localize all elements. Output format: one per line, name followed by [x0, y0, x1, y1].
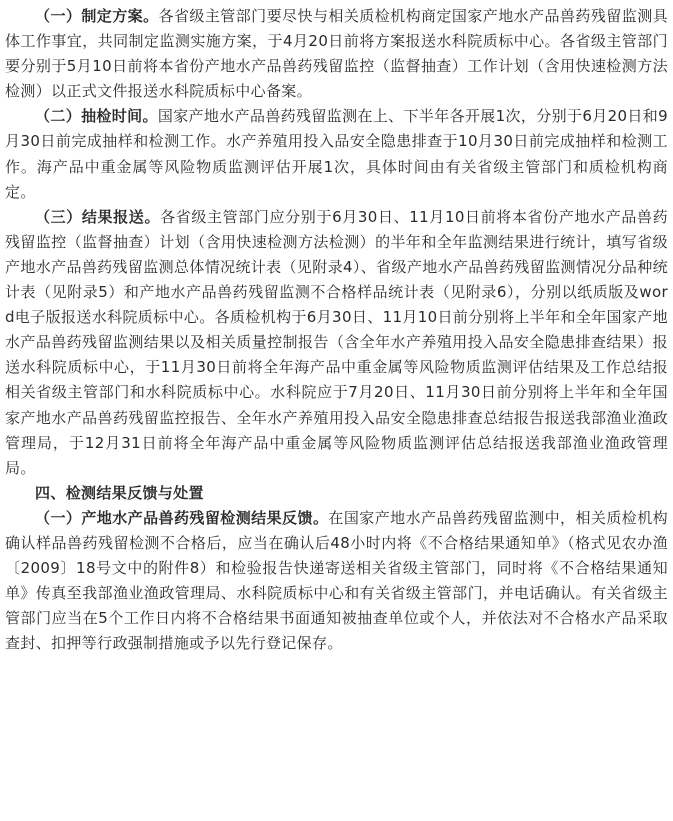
paragraph-result-report [5, 205, 668, 481]
paragraph-lead: （一）产地水产品兽药残留检测结果反馈。 [35, 508, 329, 527]
paragraph-body: 国家产地水产品兽药残留监测在上、下半年各开展1次，分别于6月20日和9月30日前完成抽样和检测工作。水产养殖用投入品安全隐患排查于10月30日前完成抽样和检测工作。海产品中重金属等风险物质监测评估开展1次，具体时间由有关省级主管部门和质检机构商定。 [5, 107, 668, 201]
paragraph-plan [5, 4, 668, 104]
section-heading: 四、检测结果反馈与处置 [35, 483, 204, 502]
paragraph-sampling-time [5, 104, 668, 204]
paragraph-body: 各省级主管部门应分别于6月30日、11月10日前将本省份产地水产品兽药残留监控（监督抽查）计划（含用快速检测方法检测）的半年和全年监测结果进行统计，填写省级产地水产品兽药残留监测总体情况统计表（见附录4）、省级产地水产品兽药残留监测情况分品种统计表（见附录5）和产地水产品兽药残留监测不合格样品统计表（见附录6），分别以纸质版及word电子版报送水科院质标中心。各质检机构于6月30日、11月10日前分别将上半年和全年国家产地水产品兽药残留监测结果以及相关质量控制报告（含全年水产养殖用投入品安全隐患排查结果）报送水科院质标中心，于11月30日前将全年海产品中重金属等风险物质监测评估结果及工作总结报相关省级主管部门和水科院质标中心。水科院应于7月20日、11月30日前分别将上半年和全年国家产地水产品兽药残留监控报告、全年水产养殖用投入品安全隐患排查总结报告报送我部渔业渔政管理局，于12月31日前将全年海产品中重金属等风险物质监测评估总结报送我部渔业渔政管理局。 [5, 207, 668, 477]
paragraph-body: 在国家产地水产品兽药残留监测中，相关质检机构确认样品兽药残留检测不合格后，应当在确认后48小时内将《不合格结果通知单》（格式见农办渔〔2009〕18号文中的附件8）和检验报告快递寄送相关省级主管部门，同时将《不合格结果通知单》传真至我部渔业渔政管理局、水科院质标中心和有关省级主管部门，并电话确认。有关省级主管部门应当在5个工作日内将不合格结果书面通知被抽查单位或个人，并依法对不合格水产品采取查封、扣押等行政强制措施或予以先行登记保存。 [5, 508, 669, 653]
paragraph-lead: （一）制定方案。 [35, 7, 159, 25]
paragraph-body: 各省级主管部门要尽快与相关质检机构商定国家产地水产品兽药残留监测具体工作事宜，共同制定监测实施方案，于4月20日前将方案报送水科院质标中心。各省级主管部门要分别于5月10日前将本省份产地水产品兽药残留监控（监督抽查）工作计划（含用快速检测方法检测）以正式文件报送水科院质标中心备案。 [5, 7, 668, 101]
paragraph-feedback [5, 506, 668, 657]
paragraph-lead: （二）抽检时间。 [35, 107, 158, 126]
paragraph-lead: （三）结果报送。 [35, 207, 161, 226]
